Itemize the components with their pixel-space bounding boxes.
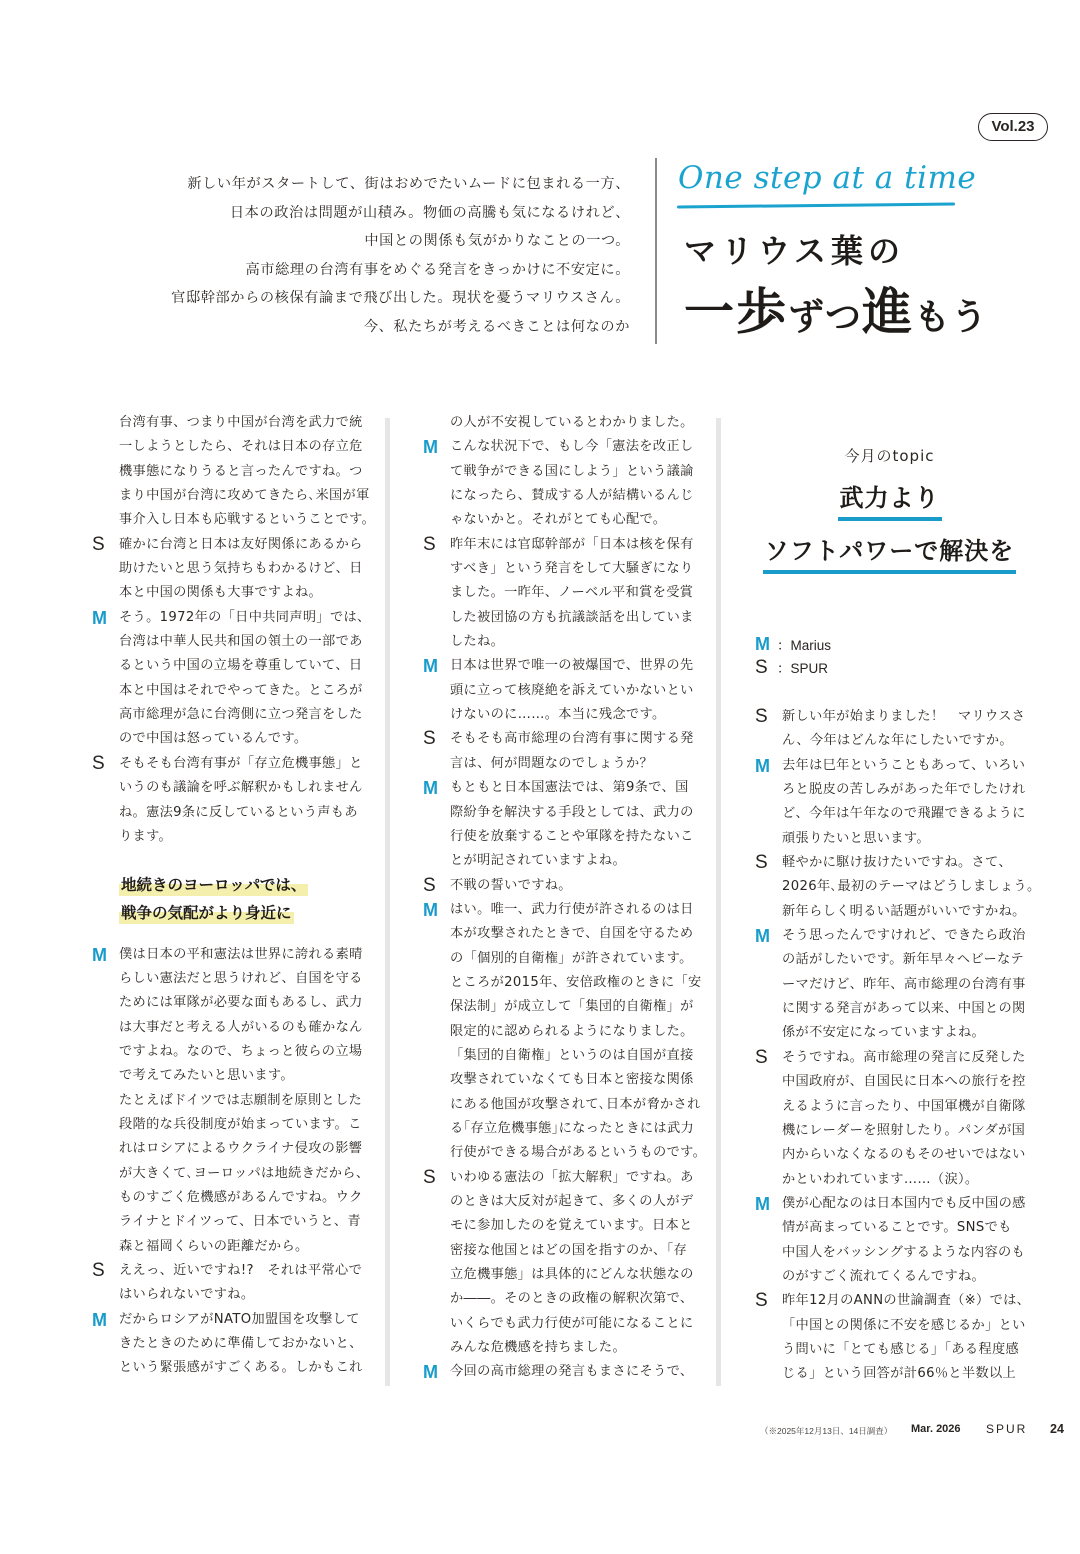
series-title-part: ずつ bbox=[788, 297, 863, 338]
dialogue-line bbox=[423, 460, 723, 484]
dialogue-text: ところが2015年、安倍政権のときに「安 bbox=[450, 974, 702, 990]
dialogue-text: が大きくて､ヨーロッパは地続きだから、 bbox=[119, 1165, 370, 1181]
dialogue-text: 攻撃されていなくても日本と密接な関係 bbox=[450, 1072, 694, 1088]
dialogue-line bbox=[423, 825, 723, 849]
dialogue-text: すべき」という発言をして大騒ぎになり bbox=[450, 561, 694, 577]
dialogue-line bbox=[92, 776, 392, 800]
dialogue-text: 高市総理が急に台湾側に立つ発言をした bbox=[119, 707, 363, 723]
spacer bbox=[92, 849, 392, 873]
dialogue-text: にある他国が攻撃されて､日本が脅かされ bbox=[450, 1096, 701, 1112]
dialogue-line bbox=[755, 827, 1055, 851]
dialogue-line bbox=[755, 778, 1055, 802]
dialogue-text: は大事だと考える人がいるのも確かなん bbox=[119, 1019, 363, 1035]
dialogue-line bbox=[423, 1263, 723, 1287]
dialogue-line bbox=[92, 484, 392, 508]
dialogue-text: ゃないかと。それがとても心配で。 bbox=[450, 512, 667, 528]
dialogue-line bbox=[755, 1119, 1055, 1143]
dialogue-line bbox=[92, 727, 392, 751]
lead-line: 今、私たちが考えるべきことは何なのか bbox=[363, 318, 630, 335]
topic-title bbox=[752, 476, 1027, 574]
dialogue-text: る｢存立危機事態｣になったときには武力 bbox=[450, 1120, 695, 1136]
speaker-s-marker: S bbox=[755, 1046, 769, 1068]
dialogue-text: に関する発言があって以来、中国との関 bbox=[782, 1001, 1026, 1017]
dialogue-line bbox=[755, 924, 1055, 948]
topic-label: 今月のtopic bbox=[844, 447, 935, 465]
dialogue-line bbox=[92, 508, 392, 532]
dialogue-line bbox=[423, 581, 723, 605]
dialogue-line bbox=[755, 705, 1055, 729]
speaker-legend bbox=[755, 632, 1030, 680]
dialogue-line bbox=[423, 630, 723, 654]
dialogue-text: ええっ、近いですね!? それは平常心で bbox=[119, 1263, 363, 1278]
series-title-line2 bbox=[684, 272, 988, 344]
dialogue-line bbox=[755, 875, 1055, 899]
dialogue-text: えるように言ったり、中国軍機が自衛隊 bbox=[782, 1098, 1026, 1114]
speaker-m-marker: M bbox=[755, 1193, 771, 1214]
dialogue-text: いうのも議論を呼ぶ解釈かもしれません bbox=[119, 780, 363, 796]
dialogue-text: そうですね。高市総理の発言に反発した bbox=[782, 1049, 1026, 1065]
dialogue-text: 情が高まっていることです。SNSでも bbox=[782, 1220, 1012, 1236]
series-title-part: もう bbox=[914, 297, 989, 338]
dialogue-line bbox=[423, 508, 723, 532]
dialogue-line bbox=[423, 606, 723, 630]
dialogue-line bbox=[755, 1021, 1055, 1045]
dialogue-line bbox=[423, 971, 723, 995]
dialogue-text: 本が攻撃されたときで、自国を守るため bbox=[450, 926, 694, 942]
dialogue-text: こんな状況下で、もし今「憲法を改正し bbox=[450, 439, 694, 455]
dialogue-line bbox=[423, 557, 723, 581]
dialogue-line bbox=[92, 825, 392, 849]
dialogue-text: 2026年､最初のテーマはどうしましょう。 bbox=[782, 879, 1041, 895]
issue-date: Mar. 2026 bbox=[911, 1423, 961, 1435]
dialogue-text: 本と中国はそれでやってきた。ところが bbox=[119, 682, 363, 698]
speaker-m-marker: M bbox=[423, 437, 439, 458]
lead-line: 新しい年がスタートして、街はおめでたいムードに包まれる一方、 bbox=[187, 176, 630, 192]
speaker-m-marker: M bbox=[755, 755, 771, 776]
dialogue-text: 不戦の誓いですね。 bbox=[450, 877, 572, 893]
dialogue-text: もともと日本国憲法では、第9条で、国 bbox=[450, 780, 689, 796]
dialogue-text: 頭に立って核廃絶を訴えていかないとい bbox=[450, 682, 694, 698]
dialogue-text: いわゆる憲法の「拡大解釈」ですね。あ bbox=[450, 1169, 694, 1185]
dialogue-text: そもそも台湾有事が「存立危機事態」と bbox=[119, 755, 363, 771]
dialogue-text: 確かに台湾と日本は友好関係にあるから bbox=[119, 536, 363, 552]
dialogue-line bbox=[92, 1113, 392, 1137]
series-title-line1: マリウス葉の bbox=[684, 232, 906, 270]
dialogue-line bbox=[755, 1143, 1055, 1167]
dialogue-text: ですよね。なので、ちょっと彼らの立場 bbox=[119, 1043, 363, 1059]
dialogue-text: 中国政府が、自国民に日本への旅行を控 bbox=[782, 1074, 1026, 1090]
dialogue-text: の人が不安視しているとわかりました。 bbox=[450, 415, 694, 430]
dialogue-line bbox=[92, 1186, 392, 1210]
lead-paragraph bbox=[120, 170, 630, 342]
dialogue-text: みんな危機感を持ちました。 bbox=[450, 1340, 626, 1356]
dialogue-text: きたときのために準備しておかないと、 bbox=[119, 1336, 363, 1352]
dialogue-line bbox=[755, 900, 1055, 924]
dialogue-text: 本と中国の関係も大事ですよね。 bbox=[119, 585, 323, 601]
speaker-m-marker: M bbox=[755, 634, 770, 654]
title-divider bbox=[655, 158, 657, 344]
dialogue-line bbox=[423, 1093, 723, 1117]
speaker-s-marker: S bbox=[755, 706, 769, 727]
dialogue-text: の話がしたいです。新年早々ヘビーなテ bbox=[782, 952, 1025, 968]
dialogue-text: 台湾有事、つまり中国が台湾を武力で統 bbox=[119, 415, 363, 430]
dialogue-line bbox=[755, 802, 1055, 826]
dialogue-line bbox=[755, 1362, 1055, 1386]
page-footer bbox=[760, 1422, 1064, 1442]
topic-title-line2: ソフトパワーで解決を bbox=[763, 531, 1017, 574]
dialogue-line bbox=[423, 776, 723, 800]
legend-label: ：SPUR bbox=[777, 661, 829, 676]
dialogue-text: 一しようとしたら、それは日本の存立危 bbox=[119, 439, 363, 455]
dialogue-line bbox=[755, 729, 1055, 753]
legend-label: ：Marius bbox=[777, 638, 832, 653]
dialogue-text: 新年らしく明るい話題がいいですかね。 bbox=[782, 903, 1026, 919]
topic-title-line1: 武力より bbox=[838, 478, 942, 521]
survey-footnote: （※2025年12月13日、14日調査） bbox=[760, 1426, 893, 1436]
section-subheading bbox=[92, 874, 392, 930]
dialogue-text: したね。 bbox=[450, 634, 505, 650]
dialogue-text: 行使を放棄することや軍隊を持たないこ bbox=[450, 828, 694, 844]
dialogue-text: した被団協の方も抗議談話を出していま bbox=[450, 609, 694, 625]
spacer bbox=[92, 930, 392, 943]
volume-badge: Vol.23 bbox=[978, 113, 1048, 141]
dialogue-line bbox=[92, 1016, 392, 1040]
dialogue-text: 昨年12月のANNの世論調査（※）では、 bbox=[782, 1293, 1031, 1309]
dialogue-line bbox=[92, 801, 392, 825]
dialogue-text: 森と福岡くらいの距離だから。 bbox=[119, 1238, 309, 1254]
dialogue-line bbox=[423, 1239, 723, 1263]
dialogue-line bbox=[92, 411, 392, 435]
subheading-line: 地続きのヨーロッパでは、 bbox=[121, 875, 307, 894]
dialogue-text: だからロシアがNATO加盟国を攻撃して bbox=[119, 1311, 360, 1327]
dialogue-text: 助けたいと思う気持ちもわかるけど、日 bbox=[119, 561, 363, 577]
speaker-s-marker: S bbox=[755, 1290, 769, 1312]
dialogue-line bbox=[92, 703, 392, 727]
dialogue-line bbox=[92, 533, 392, 557]
dialogue-text: 事介入し日本も応戦するということです。 bbox=[119, 512, 376, 528]
lead-line: 官邸幹部からの核保有論まで飛び出した。現状を憂うマリウスさん。 bbox=[171, 290, 630, 307]
dialogue-line bbox=[755, 1289, 1055, 1313]
dialogue-line bbox=[92, 654, 392, 678]
topic-box bbox=[752, 436, 1027, 574]
dialogue-text: になったら、賛成する人が結構いるんじ bbox=[450, 488, 694, 504]
speaker-s-marker: S bbox=[92, 752, 106, 774]
dialogue-text: 行使ができる場合があるというものです。 bbox=[450, 1145, 707, 1161]
dialogue-line bbox=[423, 484, 723, 508]
dialogue-text: じる」という回答が計66％と半数以上 bbox=[782, 1366, 1017, 1382]
dialogue-line bbox=[423, 435, 723, 459]
dialogue-text: 中国人をバッシングするような内容のも bbox=[782, 1244, 1026, 1260]
dialogue-text: まり中国が台湾に攻めてきたら､米国が軍 bbox=[119, 488, 370, 504]
dialogue-line bbox=[755, 997, 1055, 1021]
article-column-1 bbox=[92, 411, 392, 1381]
dialogue-line bbox=[92, 1356, 392, 1380]
dialogue-text: 係が不安定になっていますよね。 bbox=[782, 1025, 986, 1041]
dialogue-line bbox=[92, 1235, 392, 1259]
dialogue-line bbox=[423, 849, 723, 873]
subheading-line: 戦争の気配がより身近に bbox=[121, 903, 292, 922]
speaker-m-marker: M bbox=[423, 899, 439, 920]
dialogue-text: そう思ったんですけれど、できたら政治 bbox=[782, 928, 1026, 944]
dialogue-text: のがすごく流れてくるんですね。 bbox=[782, 1268, 986, 1284]
dialogue-text: はいられないですね。 bbox=[119, 1287, 255, 1303]
dialogue-text: るという中国の立場を尊重していて、日 bbox=[119, 658, 363, 674]
dialogue-line bbox=[92, 752, 392, 776]
dialogue-text: 去年は巳年ということもあって、いろい bbox=[782, 757, 1026, 773]
dialogue-line bbox=[92, 1308, 392, 1332]
dialogue-text: 今回の高市総理の発言もまさにそうで、 bbox=[450, 1364, 694, 1380]
dialogue-text: 頑張りたいと思います。 bbox=[782, 830, 930, 846]
dialogue-line bbox=[423, 1020, 723, 1044]
dialogue-line bbox=[755, 1338, 1055, 1362]
dialogue-line bbox=[755, 1265, 1055, 1289]
dialogue-line bbox=[92, 1259, 392, 1283]
dialogue-line bbox=[423, 679, 723, 703]
dialogue-line bbox=[423, 1312, 723, 1336]
dialogue-line bbox=[423, 654, 723, 678]
dialogue-line bbox=[755, 1241, 1055, 1265]
dialogue-line bbox=[755, 851, 1055, 875]
dialogue-text: 僕は日本の平和憲法は世界に誇れる素晴 bbox=[119, 946, 363, 962]
dialogue-line bbox=[423, 1166, 723, 1190]
dialogue-line bbox=[92, 1040, 392, 1064]
dialogue-text: う問いに「とても感じる」「ある程度感 bbox=[782, 1341, 1020, 1357]
dialogue-text: らしい憲法だと思うけれど、自国を守る bbox=[119, 970, 363, 986]
dialogue-line bbox=[92, 679, 392, 703]
lead-line: 中国との関係も気がかりなことの一つ。 bbox=[364, 233, 630, 250]
dialogue-line bbox=[423, 1214, 723, 1238]
dialogue-line bbox=[423, 411, 723, 435]
dialogue-text: 際紛争を解決する手段としては、武力の bbox=[450, 804, 694, 820]
dialogue-line bbox=[92, 1332, 392, 1356]
dialogue-text: はい。唯一、武力行使が許されるのは日 bbox=[450, 901, 694, 917]
dialogue-line bbox=[92, 1089, 392, 1113]
dialogue-text: ります。 bbox=[119, 828, 173, 844]
dialogue-line bbox=[92, 606, 392, 630]
dialogue-line bbox=[92, 943, 392, 967]
speaker-s-marker: S bbox=[423, 533, 437, 555]
dialogue-line bbox=[423, 1044, 723, 1068]
dialogue-text: 限定的に認められるようになりました。 bbox=[450, 1023, 694, 1039]
speaker-m-marker: M bbox=[92, 607, 108, 628]
dialogue-text: ね。憲法9条に反しているという声もあ bbox=[119, 804, 358, 820]
dialogue-line bbox=[755, 1046, 1055, 1070]
dialogue-text: という緊張感がすごくある。しかもこれ bbox=[119, 1360, 363, 1376]
dialogue-text: 日本は世界で唯一の被爆国で、世界の先 bbox=[450, 658, 694, 674]
dialogue-line bbox=[423, 898, 723, 922]
lead-line: 日本の政治は問題が山積み。物価の高騰も気になるけれど、 bbox=[229, 204, 630, 221]
dialogue-line bbox=[755, 1168, 1055, 1192]
article-column-3 bbox=[755, 705, 1055, 1387]
dialogue-line bbox=[92, 1283, 392, 1307]
dialogue-line bbox=[423, 947, 723, 971]
dialogue-text: 機にレーダーを照射したり。パンダが国 bbox=[782, 1122, 1026, 1138]
dialogue-line bbox=[755, 973, 1055, 997]
dialogue-text: 機事態になりうると言ったんですね。つ bbox=[119, 463, 363, 479]
dialogue-text: 段階的な兵役制度が始まっています。こ bbox=[119, 1116, 362, 1132]
dialogue-line bbox=[92, 435, 392, 459]
dialogue-line bbox=[755, 1095, 1055, 1119]
speaker-s-marker: S bbox=[755, 657, 768, 678]
dialogue-text: ど、今年は午年なので飛躍できるように bbox=[782, 806, 1026, 822]
dialogue-text: 「中国との関係に不安を感じるか」とい bbox=[782, 1317, 1026, 1333]
dialogue-text: ろと脱皮の苦しみがあった年でしたけれ bbox=[782, 782, 1026, 798]
dialogue-line bbox=[92, 557, 392, 581]
dialogue-text: 新しい年が始まりました！ マリウスさ bbox=[782, 709, 1026, 724]
article-column-2 bbox=[423, 411, 723, 1385]
dialogue-line bbox=[423, 801, 723, 825]
dialogue-text: 僕が心配なのは日本国内でも反中国の感 bbox=[782, 1195, 1026, 1211]
dialogue-text: か――。そのときの政権の解釈次第で、 bbox=[450, 1291, 694, 1307]
dialogue-line bbox=[92, 1064, 392, 1088]
dialogue-line bbox=[423, 1117, 723, 1141]
speaker-m-marker: M bbox=[92, 944, 108, 965]
speaker-s-marker: S bbox=[92, 533, 106, 555]
dialogue-text: ものすごく危機感があるんですね。ウク bbox=[119, 1189, 363, 1205]
dialogue-text: て戦争ができる国にしよう」という議論 bbox=[450, 463, 694, 479]
page-number: 24 bbox=[1050, 1422, 1064, 1436]
dialogue-text: 内からいなくなるのもそのせいではない bbox=[782, 1147, 1026, 1163]
dialogue-line bbox=[423, 752, 723, 776]
dialogue-line bbox=[423, 1336, 723, 1360]
dialogue-line bbox=[755, 1070, 1055, 1094]
dialogue-text: 軽やかに駆け抜けたいですね。さて、 bbox=[782, 855, 1012, 871]
dialogue-text: ました。一昨年、ノーベル平和賞を受賞 bbox=[450, 585, 694, 601]
magazine-name: SPUR bbox=[986, 1422, 1028, 1436]
dialogue-text: 「集団的自衛権」というのは自国が直接 bbox=[450, 1047, 694, 1063]
dialogue-text: 台湾は中華人民共和国の領土の一部であ bbox=[119, 634, 363, 650]
dialogue-line bbox=[423, 1141, 723, 1165]
dialogue-line bbox=[92, 991, 392, 1015]
dialogue-line bbox=[423, 533, 723, 557]
dialogue-text: 立危機事態」は具体的にどんな状態なの bbox=[450, 1267, 694, 1283]
dialogue-text: ライナとドイツって、日本でいうと、青 bbox=[119, 1214, 361, 1230]
dialogue-line bbox=[92, 630, 392, 654]
dialogue-line bbox=[423, 727, 723, 751]
speaker-m-marker: M bbox=[755, 926, 771, 947]
dialogue-text: いくらでも武力行使が可能になることに bbox=[450, 1315, 694, 1331]
dialogue-line bbox=[92, 460, 392, 484]
dialogue-text: そう。1972年の「日中共同声明」では、 bbox=[119, 609, 371, 625]
dialogue-text: とが明記されていますよね。 bbox=[450, 853, 626, 869]
dialogue-text: そもそも高市総理の台湾有事に関する発 bbox=[450, 731, 694, 747]
dialogue-text: ためには軍隊が必要な面もあるし、武力 bbox=[119, 995, 363, 1011]
speaker-m-marker: M bbox=[423, 656, 439, 677]
series-script-title: One step at a time bbox=[678, 160, 977, 196]
dialogue-line bbox=[423, 703, 723, 727]
dialogue-line bbox=[92, 1162, 392, 1186]
speaker-s-marker: S bbox=[423, 1166, 437, 1188]
lead-line: 高市総理の台湾有事をめぐる発言をきっかけに不安定に。 bbox=[245, 261, 630, 278]
dialogue-text: で考えてみたいと思います。 bbox=[119, 1068, 294, 1084]
dialogue-text: 言は、何が問題なのでしょうか？ bbox=[450, 755, 654, 771]
dialogue-line bbox=[755, 754, 1055, 778]
speaker-s-marker: S bbox=[423, 728, 437, 750]
dialogue-line bbox=[423, 1068, 723, 1092]
dialogue-text: 保法制」が成立して「集団的自衛権」が bbox=[450, 999, 694, 1015]
dialogue-text: の「個別的自衛権」が許されています。 bbox=[450, 950, 693, 966]
dialogue-text: 昨年末には官邸幹部が「日本は核を保有 bbox=[450, 536, 694, 552]
dialogue-line bbox=[755, 1216, 1055, 1240]
dialogue-text: ーマだけど、昨年、高市総理の台湾有事 bbox=[782, 976, 1026, 992]
dialogue-text: モに参加したのを覚えています。日本と bbox=[450, 1218, 693, 1234]
dialogue-line bbox=[423, 922, 723, 946]
dialogue-text: かといわれています……（涙）。 bbox=[782, 1171, 979, 1187]
dialogue-line bbox=[755, 948, 1055, 972]
speaker-s-marker: S bbox=[423, 874, 437, 896]
dialogue-line bbox=[92, 967, 392, 991]
dialogue-line bbox=[423, 1287, 723, 1311]
legend-item-spur bbox=[755, 656, 1030, 680]
series-title-part: 一歩 bbox=[684, 283, 788, 341]
series-title-part: 進 bbox=[862, 283, 915, 341]
dialogue-text: のときは大反対が起きて、多くの人がデ bbox=[450, 1194, 694, 1209]
speaker-s-marker: S bbox=[92, 1260, 106, 1281]
dialogue-line bbox=[92, 1137, 392, 1161]
dialogue-line bbox=[423, 874, 723, 898]
speaker-s-marker: S bbox=[755, 852, 769, 874]
dialogue-text: たとえばドイツでは志願制を原則とした bbox=[119, 1092, 363, 1108]
dialogue-line bbox=[423, 995, 723, 1019]
dialogue-text: ん、今年はどんな年にしたいですか。 bbox=[782, 733, 1013, 749]
dialogue-text: 密接な他国とはどの国を指すのか、「存 bbox=[450, 1242, 688, 1258]
dialogue-line bbox=[755, 1314, 1055, 1338]
legend-item-marius bbox=[755, 632, 1030, 656]
dialogue-line bbox=[423, 1360, 723, 1384]
dialogue-text: れはロシアによるウクライナ侵攻の影響 bbox=[119, 1141, 363, 1157]
dialogue-line bbox=[92, 1210, 392, 1234]
dialogue-text: ので中国は怒っているんです。 bbox=[119, 731, 308, 747]
dialogue-line bbox=[423, 1190, 723, 1214]
dialogue-line bbox=[92, 581, 392, 605]
speaker-m-marker: M bbox=[423, 778, 439, 799]
dialogue-text: けないのに……。本当に残念です。 bbox=[450, 707, 666, 723]
dialogue-line bbox=[755, 1192, 1055, 1216]
speaker-m-marker: M bbox=[423, 1362, 439, 1383]
speaker-m-marker: M bbox=[92, 1309, 108, 1330]
